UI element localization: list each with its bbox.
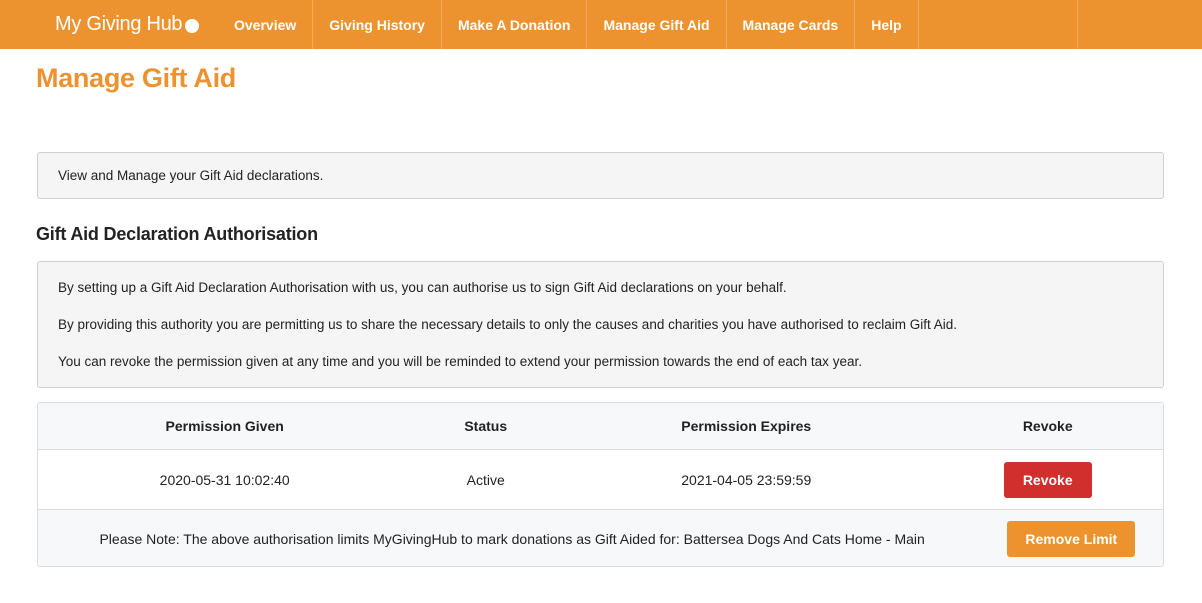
nav-make-a-donation[interactable]: Make A Donation bbox=[442, 0, 588, 49]
header-status: Status bbox=[464, 418, 508, 434]
limit-note-text: Please Note: The above authorisation limits MyGivingHub to mark donations as Gift Aided for: Battersea Dogs And Cats Home - Main bbox=[99, 531, 925, 547]
nav-giving-history[interactable]: Giving History bbox=[313, 0, 442, 49]
brand-logo[interactable] bbox=[0, 0, 218, 49]
intro-panel bbox=[37, 152, 1164, 199]
header-revoke: Revoke bbox=[1022, 418, 1073, 434]
nav-overview[interactable]: Overview bbox=[218, 0, 313, 49]
top-navbar bbox=[0, 0, 1202, 49]
authorisation-table bbox=[37, 402, 1164, 567]
nav-manage-cards[interactable]: Manage Cards bbox=[727, 0, 856, 49]
nav-manage-gift-aid[interactable]: Manage Gift Aid bbox=[587, 0, 726, 49]
section-heading: Gift Aid Declaration Authorisation bbox=[36, 224, 318, 244]
revoke-button[interactable]: Revoke bbox=[1004, 462, 1092, 498]
brand-name: My Giving Hub bbox=[55, 13, 183, 35]
status-value: Active bbox=[466, 471, 505, 488]
table-header-row bbox=[38, 403, 1163, 450]
revoke-cell bbox=[932, 462, 1163, 498]
auth-paragraph-1: By setting up a Gift Aid Declaration Authorisation with us, you can authorise us to sign Gift Aid declarations on your behalf. bbox=[58, 280, 787, 295]
nav-help[interactable]: Help bbox=[855, 0, 918, 49]
intro-text: View and Manage your Gift Aid declarations. bbox=[58, 168, 324, 183]
auth-paragraph-2: By providing this authority you are permitting us to share the necessary details to only the causes and charities you have authorised to reclaim Gift Aid. bbox=[58, 317, 957, 332]
table-row bbox=[38, 450, 1163, 510]
header-permission-expires: Permission Expires bbox=[681, 418, 812, 434]
permission-expires-value: 2021-04-05 23:59:59 bbox=[681, 471, 812, 488]
authorisation-info-panel bbox=[37, 261, 1164, 388]
permission-given-value: 2020-05-31 10:02:40 bbox=[159, 471, 290, 488]
remove-limit-cell bbox=[986, 521, 1163, 557]
table-note-row bbox=[38, 510, 1163, 567]
brand-dot-icon bbox=[185, 19, 199, 33]
header-permission-given: Permission Given bbox=[165, 418, 284, 434]
page-title: Manage Gift Aid bbox=[36, 63, 237, 93]
remove-limit-button[interactable]: Remove Limit bbox=[1007, 521, 1135, 557]
nav-spacer bbox=[919, 0, 1078, 49]
auth-paragraph-3: You can revoke the permission given at any time and you will be reminded to extend your permission towards the end of each tax year. bbox=[58, 354, 862, 369]
